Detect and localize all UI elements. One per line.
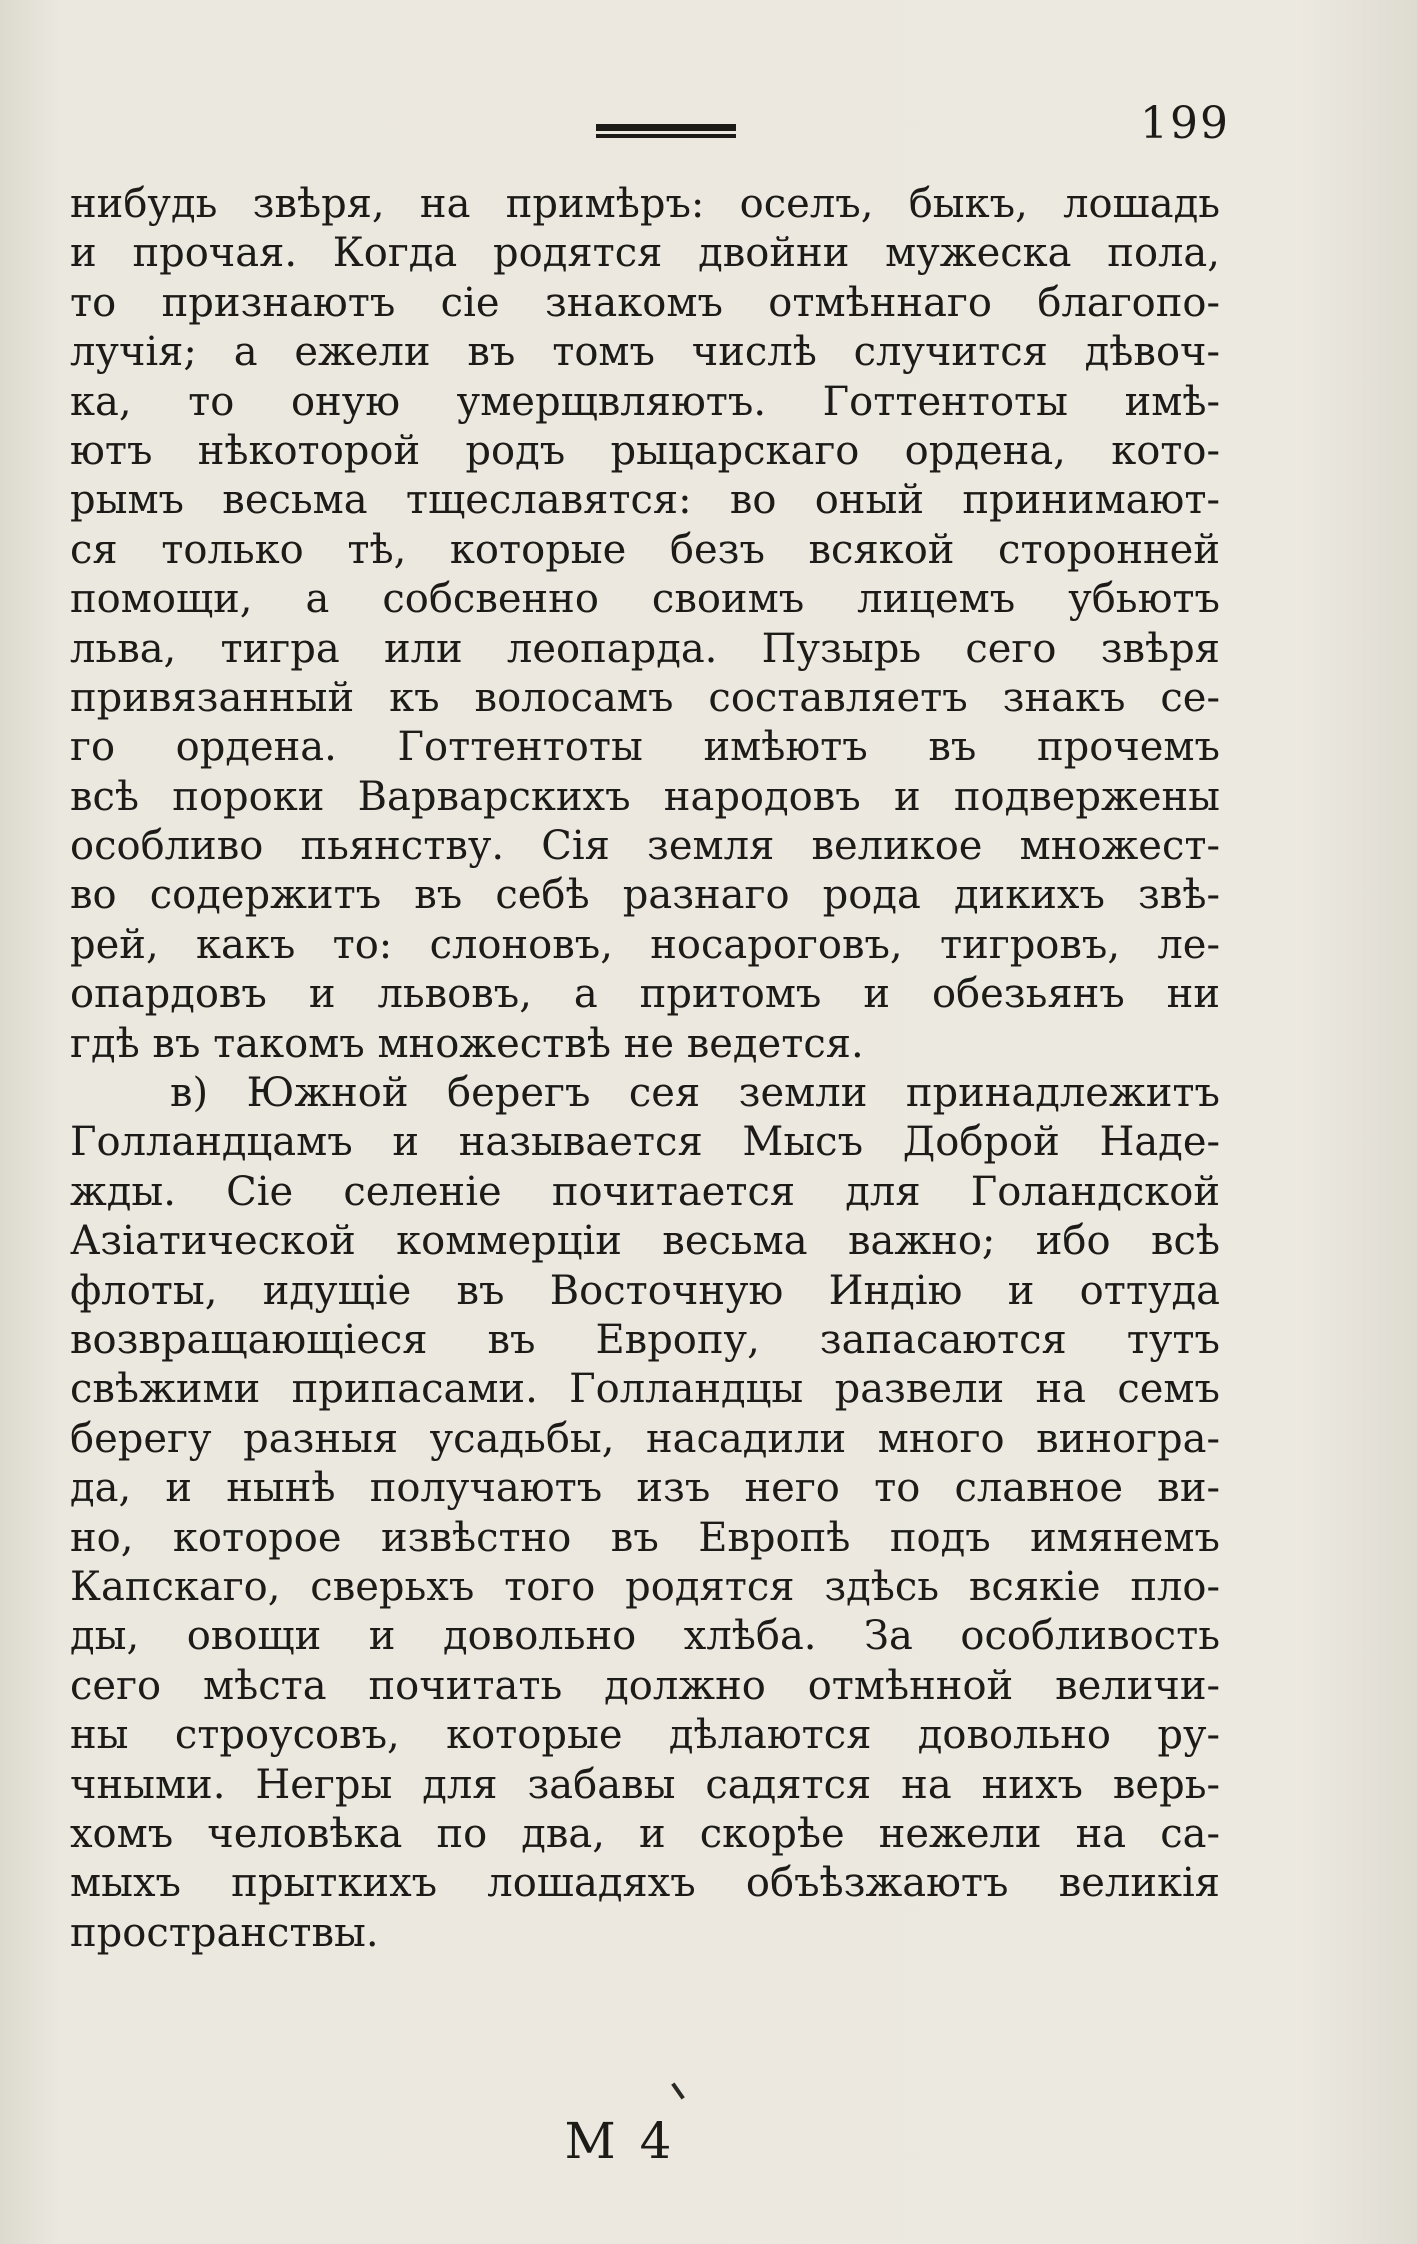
text-line: Голландцамъ и называется Мысъ Доброй Наде- [70,1119,1220,1166]
signature-mark: М 4 [564,2112,676,2170]
text-line: особливо пьянству. Сiя земля великое множест- [70,823,1220,870]
text-line: лучiя; а ежели въ томъ числѣ случится дѣвоч- [70,329,1220,376]
text-line: хомъ человѣка по два, и скорѣе нежели на са- [70,1810,1220,1857]
text-line: в) Южной берегъ сея земли принадлежитъ [170,1070,1220,1117]
body-text [70,180,1220,1958]
text-line: во содержитъ въ себѣ разнаго рода дикихъ звѣ- [70,872,1220,919]
page-number: 199 [1140,98,1230,149]
text-line: ся только тѣ, которые безъ всякой сторонней [70,526,1220,573]
text-line: рымъ весьма тщеславятся: во оный принимают- [70,477,1220,524]
text-line: опардовъ и львовъ, а притомъ и обезьянъ ни [70,971,1220,1018]
text-line: свѣжими припасами. Голландцы развели на семъ [70,1366,1220,1413]
text-line: льва, тигра или леопарда. Пузырь сего звѣря [70,625,1220,672]
text-line: Азiатической коммерцiи весьма важно; ибо всѣ [70,1218,1220,1265]
text-line: берегу разныя усадьбы, насадили много виногра- [70,1415,1220,1462]
text-line: ны строусовъ, которые дѣлаются довольно ру- [70,1712,1220,1759]
text-line: ды, овощи и довольно хлѣба. За особливость [70,1613,1220,1660]
text-line: мыхъ прыткихъ лошадяхъ объѣзжаютъ великiя [70,1860,1220,1907]
text-line: пространствы. [70,1909,379,1956]
text-line: рей, какъ то: слоновъ, носароговъ, тигровъ, ле- [70,921,1220,968]
text-line: но, которое извѣстно въ Европѣ подъ имянемъ [70,1514,1220,1561]
text-line: нибудь звѣря, на примѣръ: оселъ, быкъ, лошадь [70,181,1220,227]
text-line: жды. Сiе селенiе почитается для Голандской [70,1168,1220,1215]
text-line: и прочая. Когда родятся двойни мужеска пола, [70,230,1220,277]
ink-mark [671,2082,685,2099]
text-line: то признаютъ сiе знакомъ отмѣннаго благопо- [70,279,1220,326]
text-line: ка, то оную умерщвляютъ. Готтентоты имѣ- [70,378,1220,425]
text-line: сего мѣста почитать должно отмѣнной величи- [70,1662,1220,1709]
text-line: Капскаго, сверьхъ того родятся здѣсь всякiе пло- [70,1563,1220,1610]
text-line: помощи, а собсвенно своимъ лицемъ убьютъ [70,576,1220,623]
header-ornament-rule [596,124,736,138]
text-line: ютъ нѣкоторой родъ рыцарскаго ордена, кото- [70,427,1220,474]
text-line: чными. Негры для забавы садятся на нихъ верь- [70,1761,1220,1808]
text-line: привязанный къ волосамъ составляетъ знакъ се- [70,674,1220,721]
text-line: да, и нынѣ получаютъ изъ него то славное ви- [70,1465,1220,1512]
text-line: всѣ пороки Варварскихъ народовъ и подвержены [70,773,1220,820]
text-line: флоты, идущiе въ Восточную Индiю и оттуда [70,1267,1220,1314]
text-line: го ордена. Готтентоты имѣютъ въ прочемъ [70,724,1220,771]
text-line: возвращающiеся въ Европу, запасаются тутъ [70,1316,1220,1363]
text-line: гдѣ въ такомъ множествѣ не ведется. [70,1020,864,1067]
